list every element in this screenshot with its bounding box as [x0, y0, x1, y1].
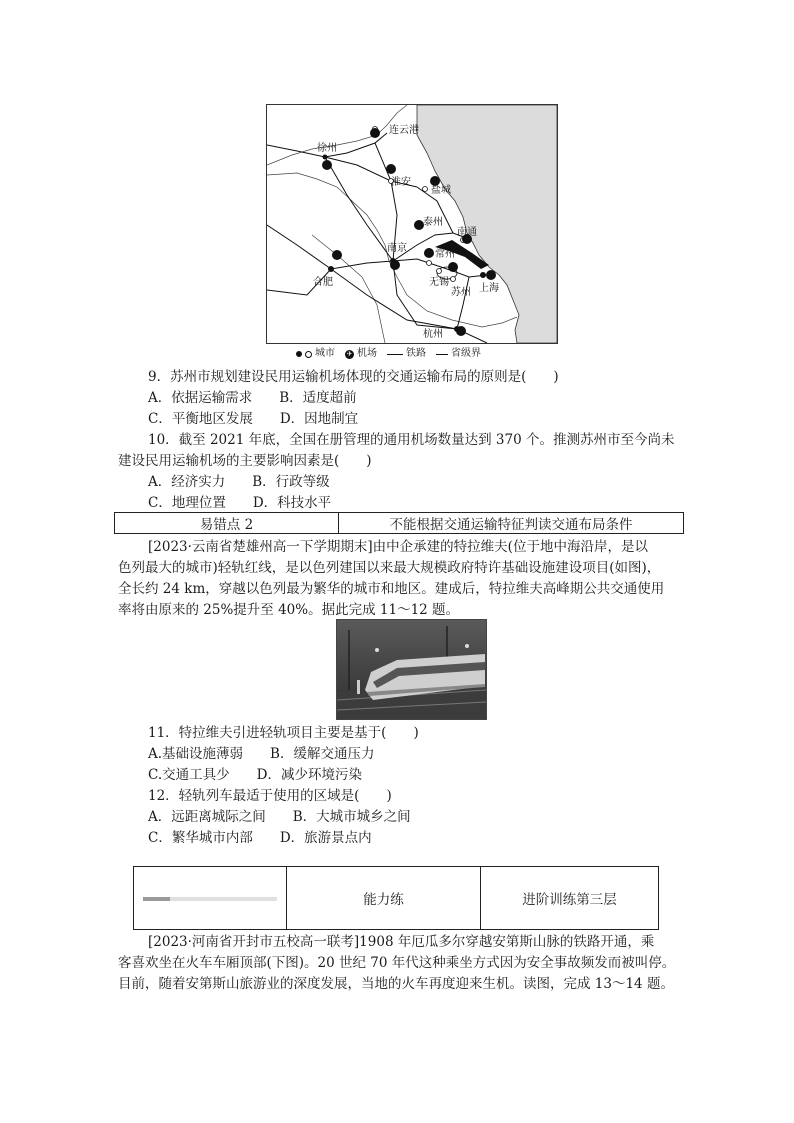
city-label-changzhou: 常州 — [435, 249, 455, 260]
city-label-yancheng: 盐城 — [431, 185, 451, 196]
map-graphic — [267, 105, 557, 343]
light-rail-photo — [336, 619, 487, 720]
q9-options-1: A．依据运输需求 B．适度超前 — [148, 390, 357, 406]
passage1-line2: 色列最大的城市)轻轨红线，是以色列建国以来最大规模政府特许基础设施建设项目(如图)， — [118, 560, 661, 576]
passage1-line4: 率将由原来的 25%提升至 40%。据此完成 11～12 题。 — [118, 602, 460, 618]
q11-options-1: A.基础设施薄弱 B．缓解交通压力 — [148, 746, 375, 762]
city-label-hefei: 合肥 — [313, 277, 333, 288]
airport-icon: ✈ — [346, 349, 353, 358]
border-line-icon — [436, 354, 448, 355]
section-ability: 能力练 — [287, 867, 481, 930]
passage1-line1: [2023·云南省楚雄州高一下学期期末]由中企承建的特拉维夫(位于地中海沿岸，是以 — [148, 539, 648, 555]
border-north — [267, 105, 407, 165]
legend-airport — [345, 348, 377, 360]
passage2-line2: 客喜欢坐在火车车厢顶部(下图)。20 世纪 70 年代这种乘坐方式因为安全事故频发而被叫停。 — [118, 955, 676, 971]
city-label-suzhou: 苏州 — [451, 287, 471, 298]
section-progress-cell — [134, 867, 287, 930]
section-progress-bar — [143, 897, 277, 901]
q9-stem: 9．苏州市规划建设民用运输机场体现的交通运输布局的原则是( ) — [148, 369, 559, 385]
section-header-table — [133, 866, 659, 930]
passage1-line3: 全长约 24 km，穿越以色列最为繁华的城市和地区。建成后，特拉维夫高峰期公共交通使用 — [118, 581, 665, 597]
legend-railway — [387, 348, 426, 360]
legend-border — [436, 348, 481, 360]
q12-stem: 12．轻轨列车最适于使用的区域是( ) — [148, 788, 392, 804]
jiangsu-transport-map — [266, 104, 558, 344]
border-west — [312, 235, 385, 343]
city-label-hangzhou: 杭州 — [423, 329, 443, 340]
legend-border-label: 省级界 — [451, 348, 481, 359]
city-ring-icon — [305, 351, 312, 358]
city-label-taizhou: 泰州 — [423, 217, 443, 228]
section-level: 进阶训练第三层 — [481, 867, 659, 930]
city-label-xuzhou: 徐州 — [317, 143, 337, 154]
q11-stem: 11．特拉维夫引进轻轨项目主要是基于( ) — [148, 725, 419, 741]
light-rail-image — [337, 620, 486, 719]
error-point-label: 易错点 2 — [115, 513, 339, 534]
q9-options-2: C．平衡地区发展 D．因地制宜 — [148, 411, 359, 427]
q10-stem-2: 建设民用运输机场的主要影响因素是( ) — [118, 453, 372, 469]
passage2-line1: [2023·河南省开封市五校高一联考]1908 年厄瓜多尔穿越安第斯山脉的铁路开通，乘 — [148, 934, 655, 950]
city-solid-icon — [296, 351, 302, 357]
q11-options-2: C.交通工具少 D．减少环境污染 — [148, 767, 362, 783]
city-label-shanghai: 上海 — [479, 283, 499, 294]
city-label-wuxi: 无锡 — [429, 277, 449, 288]
map-legend — [296, 348, 481, 360]
legend-city — [296, 348, 335, 360]
legend-city-label: 城市 — [315, 348, 335, 359]
q12-options-1: A．远距离城际之间 B．大城市城乡之间 — [148, 809, 411, 825]
q10-stem-1: 10．截至 2021 年底，全国在册管理的通用机场数量达到 370 个。推测苏州市至今尚未 — [148, 432, 675, 448]
city-label-nanjing: 南京 — [387, 243, 407, 254]
city-label-nantong: 南通 — [457, 227, 477, 238]
section-progress-fill — [143, 897, 170, 901]
city-label-lianyungang: 连云港 — [389, 125, 419, 136]
q10-options-1: A．经济实力 B．行政等级 — [148, 474, 330, 490]
q10-options-2: C．地理位置 D．科技水平 — [148, 495, 332, 511]
q12-options-2: C．繁华城市内部 D．旅游景点内 — [148, 830, 372, 846]
railway-line-icon — [387, 354, 403, 355]
error-point-content: 不能根据交通运输特征判读交通布局条件 — [339, 513, 684, 534]
passage2-line3: 目前，随着安第斯山旅游业的深度发展，当地的火车再度迎来生机。读图，完成 13～14 题。 — [118, 976, 674, 992]
legend-railway-label: 铁路 — [406, 348, 426, 359]
city-label-huaian: 淮安 — [391, 177, 411, 188]
error-point-table — [114, 512, 684, 534]
legend-airport-label: 机场 — [357, 348, 377, 359]
